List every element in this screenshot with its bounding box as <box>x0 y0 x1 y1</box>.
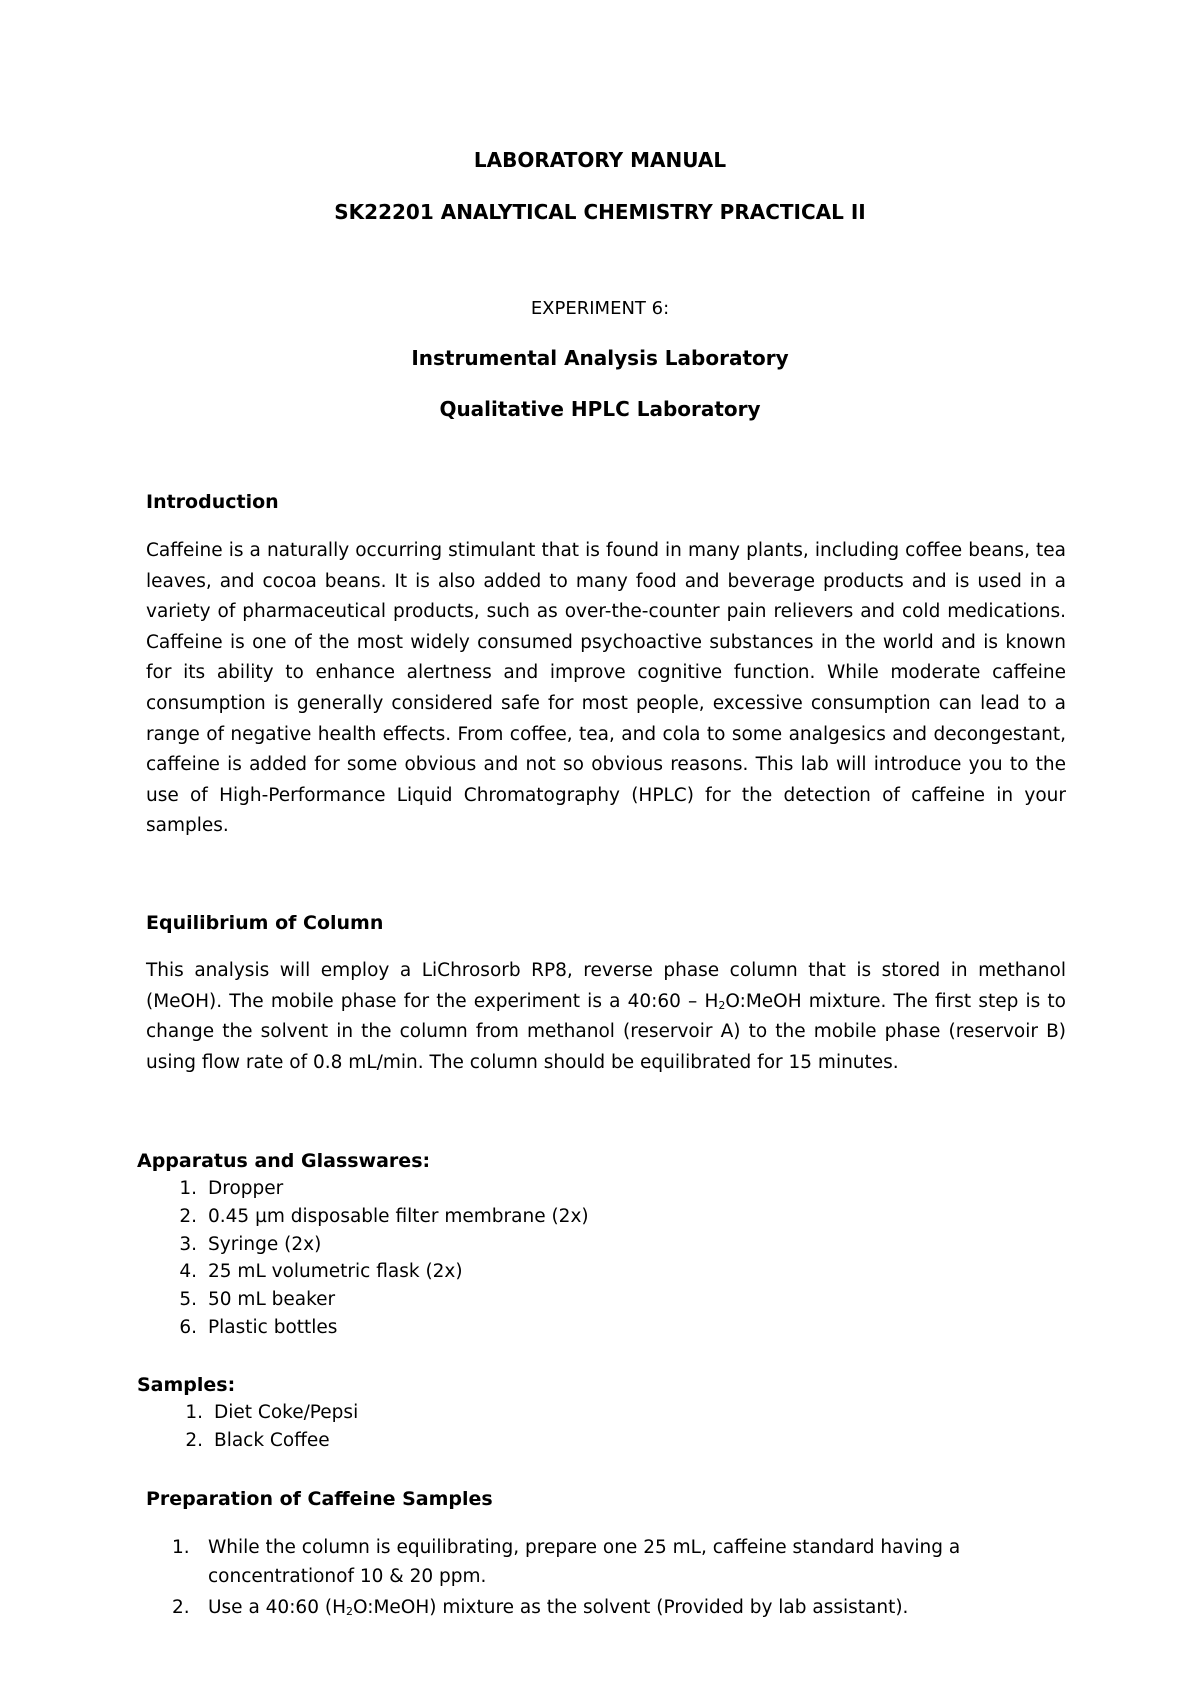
list-text: 25 mL volumetric flask (2x) <box>208 1261 463 1283</box>
preparation-heading: Preparation of Caffeine Samples <box>146 1488 493 1510</box>
experiment-label: EXPERIMENT 6: <box>530 298 670 319</box>
list-item <box>137 1231 589 1259</box>
list-number: 6. <box>179 1316 197 1338</box>
course-title: SK22201 ANALYTICAL CHEMISTRY PRACTICAL II <box>334 200 866 224</box>
equilibrium-paragraph <box>146 956 1066 1078</box>
list-item <box>137 1203 589 1231</box>
apparatus-heading: Apparatus and Glasswares: <box>137 1150 431 1172</box>
list-text: Dropper <box>208 1178 284 1199</box>
list-number: 5. <box>179 1289 197 1311</box>
list-item <box>137 1258 589 1286</box>
equilibrium-text-before: This analysis will employ a LiChrosorb RP8, reverse phase column that is stored in methanol (MeOH). The mobile phase for the experiment is a 40:60 – H <box>146 960 1066 1012</box>
list-number: 2. <box>185 1429 203 1451</box>
list-number: 3. <box>179 1233 197 1255</box>
list-number: 4. <box>179 1261 197 1283</box>
list-number: 2. <box>172 1597 190 1618</box>
equilibrium-subscript: 2 <box>718 998 726 1012</box>
list-text: 0.45 µm disposable filter membrane (2x) <box>208 1205 589 1227</box>
list-item <box>146 1533 1066 1591</box>
list-text: Syringe (2x) <box>208 1233 322 1255</box>
samples-heading: Samples: <box>137 1374 236 1396</box>
list-subscript: 2 <box>345 1605 353 1618</box>
preparation-list <box>146 1533 1066 1624</box>
introduction-paragraph: Caffeine is a naturally occurring stimulant that is found in many plants, including coffee beans, tea leaves, and cocoa beans. It is also added to many food and beverage products and is used in a variety of pharmaceutical products, such as over-the-counter pain relievers and cold medications. Caffeine is one of the most widely consumed psychoactive substances in the world and is known for its ability to enhance alertness and improve cognitive function. While moderate caffeine consumption is generally considered safe for most people, excessive consumption can lead to a range of negative health effects. From coffee, tea, and cola to some analgesics and decongestant, caffeine is added for some obvious and not so obvious reasons. This lab will introduce you to the use of High-Performance Liquid Chromatography (HPLC) for the detection of caffeine in your samples. <box>146 540 1066 837</box>
list-item <box>137 1286 589 1314</box>
list-text-before: Use a 40:60 (H <box>208 1597 346 1618</box>
equilibrium-text-after: O:MeOH mixture. The first step is to change the solvent in the column from methanol (reservoir A) to the mobile phase (reservoir B) using flow rate of 0.8 mL/min. The column should be equilibrated for 15 minutes. <box>146 990 1066 1073</box>
list-item <box>143 1427 358 1455</box>
list-item <box>146 1593 1066 1622</box>
apparatus-list <box>137 1175 589 1342</box>
list-number: 1. <box>172 1537 190 1558</box>
list-text: 50 mL beaker <box>208 1289 336 1311</box>
list-number: 2. <box>179 1205 197 1227</box>
list-item <box>137 1175 589 1203</box>
list-item <box>143 1399 358 1427</box>
list-text: While the column is equilibrating, prepare one 25 mL, caffeine standard having a concentrationof 10 & 20 ppm. <box>208 1537 961 1587</box>
introduction-heading: Introduction <box>146 491 279 513</box>
list-text: Black Coffee <box>214 1429 330 1451</box>
samples-list <box>143 1399 358 1455</box>
list-text: Plastic bottles <box>208 1316 338 1338</box>
experiment-subtitle: Qualitative HPLC Laboratory <box>439 397 761 421</box>
manual-title: LABORATORY MANUAL <box>473 148 727 172</box>
equilibrium-heading: Equilibrium of Column <box>146 912 384 934</box>
list-number: 1. <box>179 1178 197 1199</box>
list-text: Diet Coke/Pepsi <box>214 1402 359 1423</box>
list-item <box>137 1314 589 1342</box>
experiment-title: Instrumental Analysis Laboratory <box>411 346 789 370</box>
list-text-after: O:MeOH) mixture as the solvent (Provided by lab assistant). <box>352 1597 909 1618</box>
list-number: 1. <box>185 1402 203 1423</box>
